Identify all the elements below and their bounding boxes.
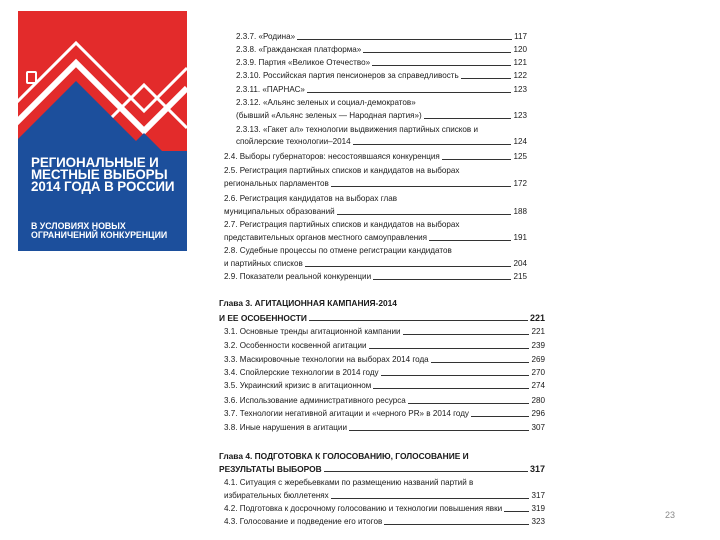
toc-entry-title: 3.1. Основные тренды агитационной кампании (224, 327, 401, 336)
toc-entry-page: 204 (513, 259, 527, 268)
toc-chapter-entry (219, 312, 545, 323)
toc-leader-line (337, 214, 512, 215)
toc-chapter-entry (219, 297, 527, 308)
toc-leader-line (384, 524, 529, 525)
toc-leader-line (442, 159, 512, 160)
toc-entry-page: 123 (513, 85, 527, 94)
toc-entry-title: Глава 3. АГИТАЦИОННАЯ КАМПАНИЯ-2014 (219, 298, 397, 308)
toc-entry (224, 503, 545, 514)
toc-entry-title: 2.4. Выборы губернаторов: несостоявшаяся конкуренция (224, 152, 440, 161)
toc-entry-title: муниципальных образований (224, 207, 335, 216)
toc-entry-title: спойлерские технологии–2014 (236, 137, 351, 146)
toc-entry-title: 2.3.12. «Альянс зеленых и социал-демократов» (236, 98, 416, 107)
toc-leader-line (373, 279, 511, 280)
cover-title: РЕГИОНАЛЬНЫЕ И МЕСТНЫЕ ВЫБОРЫ 2014 ГОДА В РОССИИ (31, 155, 175, 195)
toc-leader-line (369, 348, 530, 349)
toc-entry-title: 3.7. Технологии негативной агитации и «черного PR» в 2014 году (224, 409, 469, 418)
toc-entry (224, 422, 545, 433)
toc-chapter-entry (219, 463, 545, 474)
toc-entry-page: 307 (531, 423, 545, 432)
toc-entry (236, 124, 527, 135)
toc-leader-line (373, 388, 529, 389)
toc-entry (224, 395, 545, 406)
toc-leader-line (461, 78, 512, 79)
toc-entry-page: 125 (513, 152, 527, 161)
toc-entry-page: 191 (513, 233, 527, 242)
toc-entry-title: 4.2. Подготовка к досрочному голосованию и технологии повышения явки (224, 504, 503, 513)
toc-entry-title: 2.3.8. «Гражданская платформа» (236, 45, 362, 54)
toc-entry (224, 380, 545, 391)
toc-entry-page: 239 (531, 341, 545, 350)
toc-entry-page: 221 (531, 327, 545, 336)
toc-entry-title: 2.3.7. «Родина» (236, 32, 296, 41)
toc-entry-title: 2.6. Регистрация кандидатов на выборах глав (224, 194, 398, 203)
toc-entry (224, 245, 527, 256)
toc-entry-title: 2.7. Регистрация партийных списков и кандидатов на выборах (224, 220, 460, 229)
toc-entry-page: 319 (531, 504, 545, 513)
toc-entry (236, 70, 527, 81)
toc-entry-title: представительных органов местного самоуправления (224, 233, 428, 242)
toc-entry-title: 3.4. Спойлерские технологии в 2014 году (224, 368, 379, 377)
toc-leader-line (372, 65, 511, 66)
toc-entry (224, 206, 527, 217)
toc-leader-line (424, 118, 512, 119)
toc-entry-page: 123 (513, 111, 527, 120)
toc-entry (224, 516, 545, 527)
toc-entry (224, 340, 545, 351)
toc-entry-title: 2.5. Регистрация партийных списков и кандидатов на выборах (224, 166, 460, 175)
toc-leader-line (331, 498, 530, 499)
toc-leader-line (429, 240, 511, 241)
toc-entry (236, 57, 527, 68)
toc-leader-line (431, 362, 530, 363)
cover-subtitle: В УСЛОВИЯХ НОВЫХ ОГРАНИЧЕНИЙ КОНКУРЕНЦИИ (31, 221, 168, 241)
toc-entry (224, 367, 545, 378)
toc-entry-page: 215 (513, 272, 527, 281)
toc-entry-title: РЕЗУЛЬТАТЫ ВЫБОРОВ (219, 464, 322, 474)
toc-entry-title: 3.3. Маскировочные технологии на выборах 2014 года (224, 355, 429, 364)
toc-entry-page: 317 (531, 491, 545, 500)
toc-entry-title: 4.1. Ситуация с жеребьевками по размещению названий партий в (224, 478, 474, 487)
toc-entry (224, 178, 527, 189)
toc-entry-title: 4.3. Голосование и подведение его итогов (224, 517, 383, 526)
toc-entry (224, 258, 527, 269)
toc-entry-title: 2.3.13. «Гакет ал» технологии выдвижения партийных списков и (236, 125, 479, 134)
toc-leader-line (353, 144, 512, 145)
toc-entry (236, 136, 527, 147)
toc-entry-page: 172 (513, 179, 527, 188)
toc-leader-line (363, 52, 511, 53)
toc-entry (224, 326, 545, 337)
toc-entry (224, 232, 527, 243)
toc-leader-line (408, 403, 530, 404)
toc-entry-page: 188 (513, 207, 527, 216)
page-number: 23 (665, 510, 676, 520)
toc-entry-title: 3.5. Украинский кризис в агитационном (224, 381, 372, 390)
toc-entry-title: и партийных списков (224, 259, 303, 268)
toc-entry (224, 151, 527, 162)
toc-leader-line (309, 320, 528, 321)
toc-entry-title: 2.8. Судебные процессы по отмене регистрации кандидатов (224, 246, 452, 255)
toc-entry (236, 31, 527, 42)
toc-entry (236, 97, 527, 108)
toc-leader-line (349, 430, 530, 431)
toc-entry (224, 271, 527, 282)
toc-entry-page: 117 (514, 32, 527, 41)
toc-entry-page: 323 (531, 517, 545, 526)
toc-entry-title: 2.3.9. Партия «Великое Отечество» (236, 58, 371, 67)
toc-entry-page: 221 (529, 313, 545, 323)
toc-entry (236, 44, 527, 55)
toc-entry-page: 274 (531, 381, 545, 390)
toc-entry (224, 219, 527, 230)
toc-entry (224, 354, 545, 365)
toc-entry-page: 317 (529, 464, 545, 474)
toc-entry-title: 2.3.11. «ПАРНАС» (236, 85, 305, 94)
toc-leader-line (471, 416, 530, 417)
toc-leader-line (305, 266, 512, 267)
toc-entry (224, 490, 545, 501)
toc-leader-line (307, 92, 512, 93)
toc-entry-title: 3.2. Особенности косвенной агитации (224, 341, 367, 350)
toc-entry (224, 477, 545, 488)
toc-entry-title: 2.3.10. Российская партия пенсионеров за справедливость (236, 71, 459, 80)
toc-entry-page: 269 (531, 355, 545, 364)
toc-entry-title: 3.8. Иные нарушения в агитации (224, 423, 347, 432)
toc-entry-title: избирательных бюллетенях (224, 491, 329, 500)
toc-entry-title: 2.9. Показатели реальной конкуренции (224, 272, 372, 281)
toc-leader-line (331, 186, 512, 187)
toc-entry-title: региональных парламентов (224, 179, 329, 188)
toc-entry (224, 165, 527, 176)
toc-leader-line (297, 39, 512, 40)
toc-entry (236, 110, 527, 121)
toc-entry (236, 84, 527, 95)
toc-entry-title: И ЕЕ ОСОБЕННОСТИ (219, 313, 307, 323)
toc-leader-line (504, 511, 529, 512)
toc-entry-title: Глава 4. ПОДГОТОВКА К ГОЛОСОВАНИЮ, ГОЛОСОВАНИЕ И (219, 451, 469, 461)
toc-entry-page: 270 (531, 368, 545, 377)
toc-chapter-entry (219, 450, 527, 461)
toc-entry-page: 296 (531, 409, 545, 418)
toc-entry (224, 408, 545, 419)
toc-entry (224, 193, 527, 204)
toc-leader-line (324, 471, 528, 472)
toc-entry-title: (бывший «Альянс зеленых — Народная партия») (236, 111, 422, 120)
toc-entry-page: 280 (531, 396, 545, 405)
toc-entry-page: 122 (513, 71, 527, 80)
toc-entry-title: 3.6. Использование административного ресурса (224, 396, 406, 405)
toc-entry-page: 121 (513, 58, 527, 67)
toc-leader-line (403, 334, 530, 335)
toc-entry-page: 120 (513, 45, 527, 54)
toc-entry-page: 124 (513, 137, 527, 146)
toc-leader-line (381, 375, 530, 376)
